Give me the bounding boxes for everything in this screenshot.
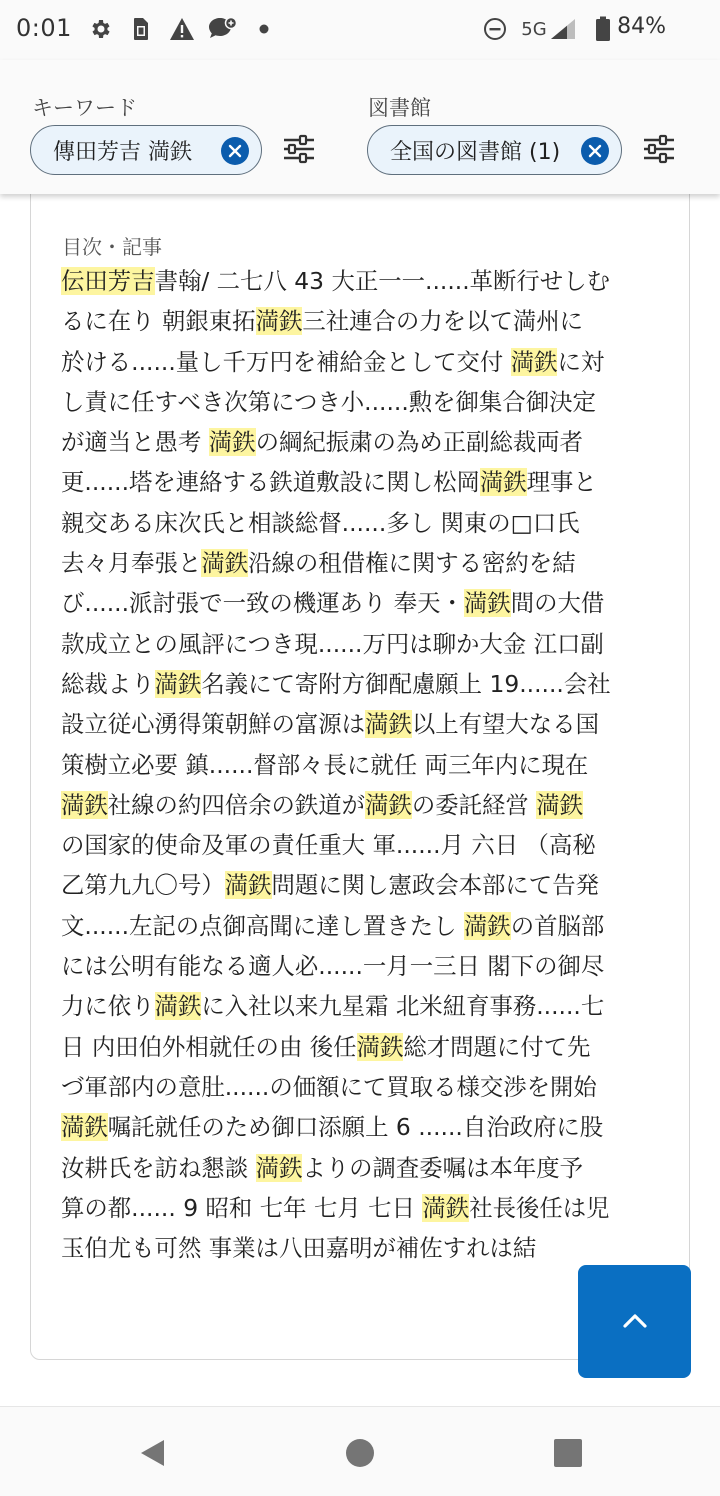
- toc-text-segment: の委託経営: [411, 790, 537, 819]
- toc-text-segment: に対 し責に任すべき次第につき小......勲を御集合御決定 が適当と愚考: [61, 347, 605, 457]
- tune-icon[interactable]: [282, 132, 316, 166]
- keyword-highlight: 満鉄: [463, 911, 511, 940]
- keyword-highlight: 満鉄: [365, 790, 412, 819]
- toc-text-segment: 名義にて寄附方御配慮願上 19......会社 設立従心湧得策朝鮮の富源は: [61, 669, 611, 739]
- tune-icon[interactable]: [642, 132, 676, 166]
- battery-icon: [594, 14, 612, 44]
- scroll-to-top-button[interactable]: [578, 1265, 691, 1378]
- keyword-highlight: 満鉄: [479, 468, 527, 497]
- recents-square-icon[interactable]: [552, 1437, 584, 1469]
- toc-text-segment: に入社以来九星霜 北米紐育事務......七 日 内田伯外相就任の由 後任: [61, 992, 605, 1061]
- warning-icon: [168, 14, 196, 44]
- library-chip[interactable]: [367, 125, 622, 175]
- keyword-chip[interactable]: [30, 125, 262, 175]
- record-card: [30, 150, 690, 1360]
- gear-icon: [88, 14, 114, 44]
- keyword-highlight: 満鉄: [61, 790, 108, 819]
- back-triangle-icon[interactable]: [136, 1437, 168, 1469]
- network-type: 5G: [521, 18, 547, 40]
- chevron-up-icon: [621, 1311, 649, 1333]
- keyword-highlight: 満鉄: [61, 1113, 108, 1142]
- keyword-chip-text: 傳田芳吉 満鉄: [53, 139, 192, 165]
- toc-text-segment: 社長後任は児 玉伯尤も可然 事業は八田嘉明が補佐すれは結: [61, 1193, 610, 1263]
- keyword-highlight: 伝田芳吉: [61, 267, 155, 295]
- chat-bubble-icon: [208, 14, 238, 44]
- keyword-highlight: 満鉄: [510, 347, 558, 376]
- keyword-highlight: 満鉄: [463, 589, 511, 618]
- library-label: 図書館: [368, 96, 431, 120]
- keyword-highlight: 満鉄: [422, 1193, 470, 1222]
- do-not-disturb-icon: [482, 14, 508, 44]
- keyword-label: キーワード: [32, 96, 137, 120]
- toc-text-segment: 嘱託就任のため御口添願上 6 ......自治政府に股 汝耕氏を訪ね懇談: [61, 1113, 604, 1182]
- toc-label: 目次・記事: [62, 235, 162, 259]
- keyword-highlight: 満鉄: [208, 428, 256, 457]
- toc-text-segment: 総才問題に付て先 づ軍部内の意肚......の価額にて買取る様交渉を開始: [61, 1032, 597, 1101]
- toc-text-segment: 社線の約四倍余の鉄道が: [107, 790, 366, 819]
- toc-text: [61, 261, 673, 1268]
- toc-text-segment: よりの調査委嘱は本年度予 算の都...... 9 昭和 七年 七月 七日: [61, 1153, 584, 1222]
- keyword-highlight: 満鉄: [255, 307, 303, 336]
- toc-text-segment: 沿線の租借権に関する密約を結 び......派討張で一致の機運あり 奉天・: [61, 549, 576, 618]
- sim-card-icon: [130, 14, 152, 44]
- toc-text-segment: 書翰/ 二七八 43 大正一一......革断行せしむ るに在り 朝銀東拓: [61, 267, 610, 336]
- status-time: 0:01: [16, 14, 72, 42]
- keyword-highlight: 満鉄: [201, 549, 249, 578]
- keyword-highlight: 満鉄: [154, 992, 202, 1021]
- navigation-bar: [0, 1406, 720, 1496]
- keyword-highlight: 満鉄: [255, 1153, 303, 1182]
- status-bar: [0, 0, 720, 60]
- keyword-highlight: 満鉄: [154, 669, 202, 698]
- keyword-highlight: 満鉄: [365, 710, 412, 739]
- toc-text-segment: 三社連合の力を以て満州に 於ける......量し千万円を補給金として交付: [61, 307, 584, 376]
- toc-text-segment: 問題に関し憲政会本部にて告発 文......左記の点御高聞に達し置きたし: [61, 871, 599, 940]
- toc-text-segment: の綱紀振粛の為め正副総裁両者 更......塔を連絡する鉄道敷設に関し松岡: [61, 428, 584, 497]
- toc-text-segment: 間の大借 款成立との風評につき現......万円は聊か大金 江口副 総裁より: [61, 589, 605, 698]
- keyword-highlight: 満鉄: [224, 871, 272, 900]
- signal-icon: [548, 14, 580, 44]
- close-icon[interactable]: [221, 137, 249, 165]
- keyword-highlight: 満鉄: [536, 790, 584, 819]
- filter-header: [0, 60, 720, 194]
- battery-percent: 84%: [617, 14, 666, 39]
- toc-text-segment: 理事と 親交ある床次氏と相談総督......多し 関東の□口氏 去々月奉張と: [61, 468, 597, 578]
- home-circle-icon[interactable]: [344, 1437, 376, 1469]
- toc-text-segment: の首脳部 には公明有能なる適人必......一月一三日 閣下の御尽 力に依り: [61, 911, 605, 1021]
- dot-indicator: [258, 14, 270, 44]
- close-icon[interactable]: [581, 137, 609, 165]
- toc-text-segment: の国家的使命及軍の責任重大 軍......月 六日 （高秘 乙第九九〇号）: [61, 831, 596, 900]
- toc-text-segment: 以上有望大なる国 策樹立必要 鎮......督部々長に就任 両三年内に現在: [61, 710, 599, 779]
- keyword-highlight: 満鉄: [356, 1032, 404, 1061]
- library-chip-text: 全国の図書館 (1): [390, 139, 561, 165]
